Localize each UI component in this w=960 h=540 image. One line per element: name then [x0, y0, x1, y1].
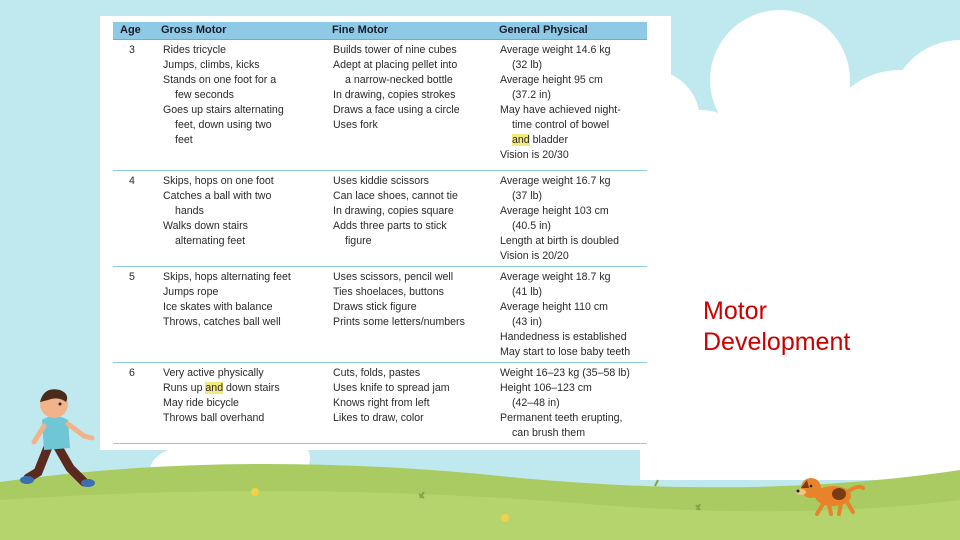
cell-line: Stands on one foot for a — [163, 74, 277, 86]
cell-line: feet — [175, 134, 193, 146]
cell-line: Average height 95 cm — [500, 74, 603, 86]
cell-line: figure — [345, 235, 372, 247]
cell-line: Average weight 14.6 kg — [500, 44, 611, 56]
cell-line: Length at birth is doubled — [500, 235, 619, 247]
cell-line: Adds three parts to stick — [333, 220, 447, 232]
fine-motor-cell — [333, 43, 495, 133]
running-dog-illustration — [795, 474, 867, 518]
cell-line: May have achieved night- — [500, 104, 621, 116]
cell-line: Uses fork — [333, 119, 378, 131]
cell-line: Average height 110 cm — [500, 301, 608, 313]
table-row — [113, 40, 647, 171]
age-cell: 3 — [129, 44, 135, 56]
cell-line: Uses kiddie scissors — [333, 175, 429, 187]
running-boy-illustration — [18, 382, 98, 490]
general-physical-cell — [500, 43, 650, 163]
cell-line: Average weight 18.7 kg — [500, 271, 611, 283]
cell-line: Uses scissors, pencil well — [333, 271, 454, 283]
general-physical-cell — [500, 270, 650, 360]
cell-line: Throws ball overhand — [163, 412, 265, 424]
table-row — [113, 363, 647, 444]
cell-line: alternating feet — [175, 235, 246, 247]
cell-line: can brush them — [512, 427, 586, 439]
cell-line: and bladder — [512, 134, 568, 146]
header-age: Age — [120, 24, 141, 36]
cell-line: Throws, catches ball well — [163, 316, 281, 328]
general-physical-cell — [500, 174, 650, 264]
cell-line: hands — [175, 205, 204, 217]
table-row — [113, 267, 647, 363]
cell-line: (37 lb) — [512, 190, 543, 202]
cell-line: Adept at placing pellet into — [333, 59, 458, 71]
cell-line: (43 in) — [512, 316, 543, 328]
cell-line: Prints some letters/numbers — [333, 316, 465, 328]
cell-line: Skips, hops alternating feet — [163, 271, 291, 283]
cell-line: Vision is 20/20 — [500, 250, 569, 262]
general-physical-cell — [500, 366, 650, 441]
cell-line: Weight 16–23 kg (35–58 lb) — [500, 367, 630, 379]
cell-line: Goes up stairs alternating — [163, 104, 284, 116]
cell-line: Vision is 20/30 — [500, 149, 569, 161]
cell-line: a narrow-necked bottle — [345, 74, 453, 86]
cell-line: Jumps, climbs, kicks — [163, 59, 260, 71]
growth-table-panel — [100, 16, 671, 450]
cell-line: Walks down stairs — [163, 220, 248, 232]
cell-line: In drawing, copies square — [333, 205, 454, 217]
cell-line: Likes to draw, color — [333, 412, 424, 424]
cell-line: Handedness is established — [500, 331, 627, 343]
cell-line: feet, down using two — [175, 119, 272, 131]
slide-title-line: Development — [703, 328, 851, 356]
gross-motor-cell — [163, 366, 328, 426]
age-cell: 6 — [129, 367, 135, 379]
table-header — [113, 22, 647, 40]
cell-line: May start to lose baby teeth — [500, 346, 631, 358]
cell-line: Height 106–123 cm — [500, 382, 592, 394]
cell-line: (37.2 in) — [512, 89, 551, 101]
cell-line: time control of bowel — [512, 119, 610, 131]
cell-line: Uses knife to spread jam — [333, 382, 450, 394]
slide-title-line: Motor — [703, 297, 767, 325]
cell-line: Builds tower of nine cubes — [333, 44, 457, 56]
header-fine-motor: Fine Motor — [332, 24, 389, 36]
header-gross-motor: Gross Motor — [161, 24, 227, 36]
age-cell: 4 — [129, 175, 135, 187]
cell-line: Very active physically — [163, 367, 264, 379]
age-cell: 5 — [129, 271, 135, 283]
gross-motor-cell — [163, 270, 328, 330]
cell-line: Draws stick figure — [333, 301, 417, 313]
table-row — [113, 171, 647, 267]
cell-line: Rides tricycle — [163, 44, 226, 56]
cell-line: Skips, hops on one foot — [163, 175, 274, 187]
cell-line: Can lace shoes, cannot tie — [333, 190, 458, 202]
cell-line: Cuts, folds, pastes — [333, 367, 421, 379]
cell-line: May ride bicycle — [163, 397, 239, 409]
cell-line: Ice skates with balance — [163, 301, 273, 313]
cell-line: (40.5 in) — [512, 220, 551, 232]
cell-line: (32 lb) — [512, 59, 543, 71]
cell-line: Ties shoelaces, buttons — [333, 286, 444, 298]
cell-line: Catches a ball with two — [163, 190, 272, 202]
cell-line: In drawing, copies strokes — [333, 89, 456, 101]
cell-line: Permanent teeth erupting, — [500, 412, 623, 424]
cell-line: (41 lb) — [512, 286, 543, 298]
fine-motor-cell — [333, 174, 495, 249]
slide-title — [703, 296, 850, 358]
cell-line: Draws a face using a circle — [333, 104, 460, 116]
cell-line: Jumps rope — [163, 286, 219, 298]
development-table — [113, 22, 647, 444]
cell-line: Average weight 16.7 kg — [500, 175, 611, 187]
cell-line: Average height 103 cm — [500, 205, 609, 217]
header-general-physical: General Physical — [499, 24, 588, 36]
cell-line: few seconds — [175, 89, 234, 101]
cell-line: (42–48 in) — [512, 397, 560, 409]
gross-motor-cell — [163, 43, 328, 148]
fine-motor-cell — [333, 366, 495, 426]
gross-motor-cell — [163, 174, 328, 249]
fine-motor-cell — [333, 270, 495, 330]
cell-line: Runs up and down stairs — [163, 382, 280, 394]
cell-line: Knows right from left — [333, 397, 430, 409]
